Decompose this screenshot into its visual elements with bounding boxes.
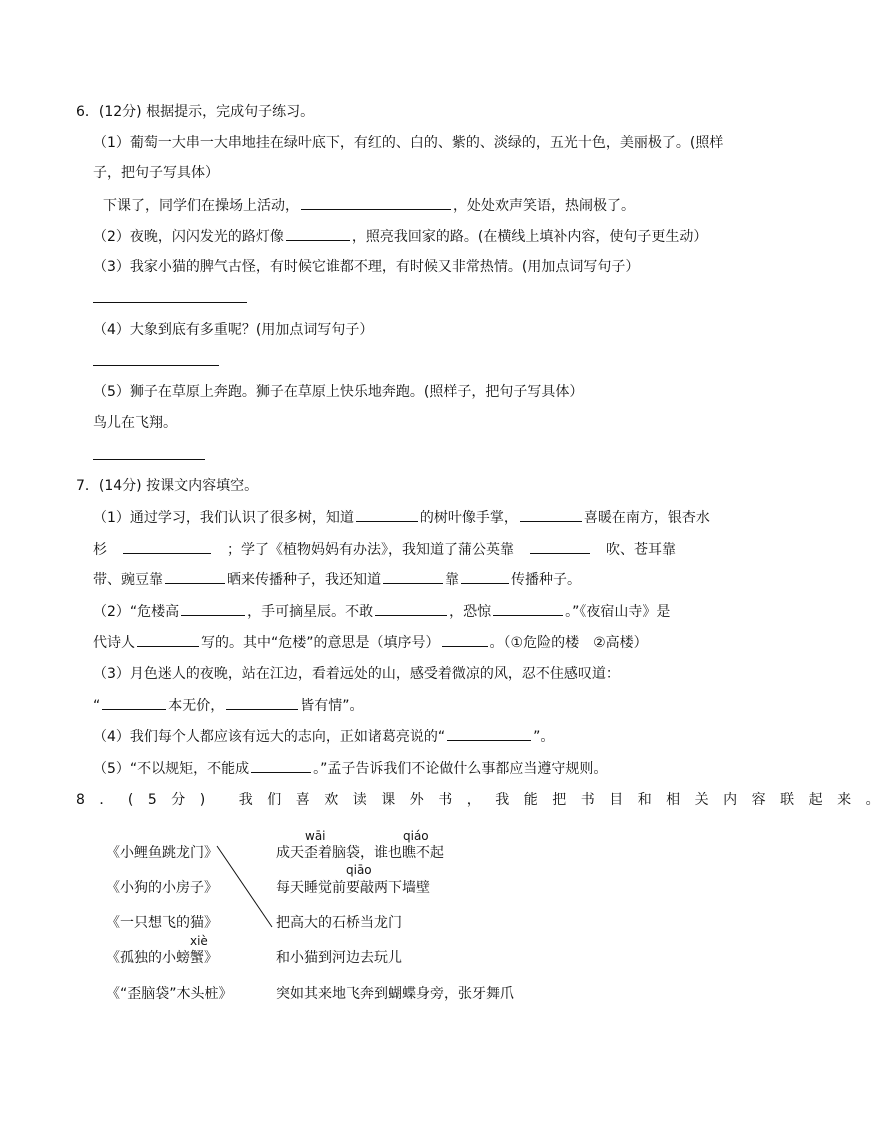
q7-p1-row2: 杉 ；学了《植物妈妈有办法》，我知道了蒲公英靠 吹、苍耳靠 (93, 539, 676, 560)
content-description[interactable]: 每天睡觉前要敲两下墙壁 (276, 880, 430, 896)
q8-title: 8．(5分) 我们喜欢读课外书，我能把书目和相关内容联起来。 (76, 792, 894, 808)
q6-p4: （4）大象到底有多重呢？(用加点词写句子） (93, 322, 374, 338)
pinyin-annotation: qiāo (346, 863, 372, 877)
book-title[interactable]: 《一只想飞的猫》 (106, 915, 218, 931)
pinyin-annotation: xiè (190, 934, 208, 948)
q7-p4: （4）我们每个人都应该有远大的志向，正如诸葛亮说的“ ”。 (93, 726, 554, 747)
q6-p5: （5）狮子在草原上奔跑。狮子在草原上快乐地奔跑。(照样子，把句子写具体） (93, 384, 584, 400)
book-title[interactable]: 《小鲤鱼跳龙门》 (106, 845, 218, 861)
content-description[interactable]: 和小猫到河边去玩儿 (276, 950, 402, 966)
pinyin-annotation: wāi (305, 829, 326, 843)
book-title[interactable]: 《“歪脑袋”木头桩》 (106, 986, 233, 1002)
q7-p2-row2: 代诗人 写的。其中“危楼”的意思是（填序号） 。（①危险的楼 ②高楼） (93, 632, 648, 653)
content-description[interactable]: 成天歪着脑袋，谁也瞧不起 (276, 845, 444, 861)
q6-title: 6．(12分) 根据提示，完成句子练习。 (76, 104, 315, 120)
q6-p2: （2）夜晚，闪闪发光的路灯像 ，照亮我回家的路。(在横线上填补内容，使句子更生动） (93, 226, 707, 247)
q6-p1-line2: 子，把句子写具体） (93, 165, 219, 181)
q7-p5: （5）“不以规矩，不能成 。”孟子告诉我们不论做什么事都应当遵守规则。 (93, 758, 607, 779)
q7-p1-row1: （1）通过学习，我们认识了很多树，知道 的树叶像手掌， 喜暖在南方，银杏水 (93, 507, 710, 528)
q6-p1-exercise: 下课了，同学们在操场上活动， ，处处欢声笑语，热闹极了。 (103, 195, 635, 216)
q6-p1-line1: （1）葡萄一大串一大串地挂在绿叶底下，有红的、白的、紫的、淡绿的，五光十色，美丽极了。(照样 (93, 135, 724, 151)
q7-title: 7．(14分) 按课文内容填空。 (76, 478, 259, 494)
q7-p2-row1: （2）“危楼高 ，手可摘星辰。不敢 ，恐惊 。”《夜宿山寺》是 (93, 601, 670, 622)
q7-p3-row2: “ 本无价， 皆有情”。 (93, 695, 364, 716)
book-title[interactable]: 《小狗的小房子》 (106, 880, 218, 896)
pinyin-annotation: qiáo (403, 829, 429, 843)
book-title[interactable]: 《孤独的小螃蟹》 (106, 950, 218, 966)
q6-p5-example: 鸟儿在飞翔。 (93, 415, 177, 431)
q7-p3-row1: （3）月色迷人的夜晚，站在江边，看着远处的山，感受着微凉的风，忍不住感叹道： (93, 666, 620, 682)
q7-p1-row3: 带、豌豆靠 晒来传播种子，我还知道 靠 传播种子。 (93, 569, 581, 590)
content-description[interactable]: 突如其来地飞奔到蝴蝶身旁，张牙舞爪 (276, 986, 514, 1002)
q6-p3: （3）我家小猫的脾气古怪，有时候它谁都不理，有时候又非常热情。(用加点词写句子） (93, 259, 640, 275)
content-description[interactable]: 把高大的石桥当龙门 (276, 915, 402, 931)
